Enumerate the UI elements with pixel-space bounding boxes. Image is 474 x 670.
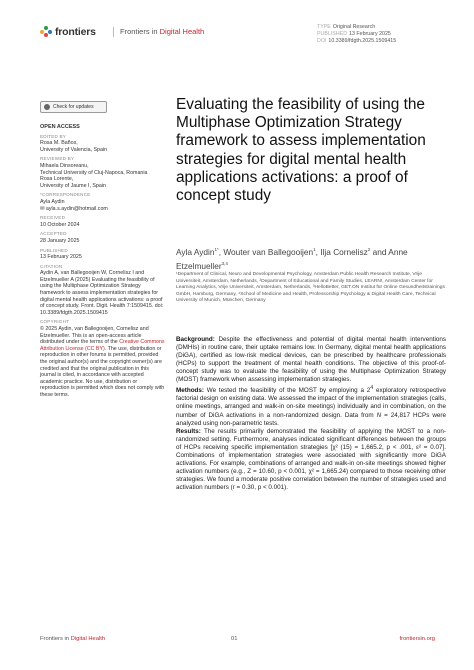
abstract-background bbox=[176, 336, 446, 384]
copyright-post: The use, distribution or reproduction in other forums is permitted, provided the original author(s) and the copyright owner(s) are credited and that the original publication in this journal is cited, in accordance with accepted academic practice. No use, distribution or reproduction is permitted which does not comply with these terms. bbox=[40, 345, 165, 398]
accepted-date: 28 January 2025 bbox=[40, 237, 80, 244]
author-sup: 1* bbox=[214, 247, 219, 252]
correspondence-name: Ayla Aydin bbox=[40, 198, 65, 205]
footer-site-link[interactable]: frontiersin.org bbox=[399, 636, 435, 642]
type-label: TYPE bbox=[317, 24, 331, 30]
page-number: 01 bbox=[231, 636, 238, 642]
methods-sup: 4 bbox=[370, 385, 374, 392]
abstract bbox=[176, 336, 446, 492]
methods-text-2: exploratory retrospective factorial design on existing data. We assessed the impact of the implementation strategies (calls, online meetings, arranged and walk-in on-site meetings) individually and in combination, on the number of DiGA activations in a non-randomized design. Data from bbox=[176, 387, 446, 419]
published-label: PUBLISHED bbox=[40, 247, 68, 253]
author-sup: 2 bbox=[367, 247, 371, 252]
open-access-label: OPEN ACCESS bbox=[40, 124, 80, 130]
journal-prefix: Frontiers in bbox=[120, 27, 158, 36]
author-list: Ayla Aydin$^{1*}$, Wouter van Ballegooijen$^1$, Ilja Cornelisz$^2$ and Anne Etzelmueller$^{3,4}$ bbox=[176, 246, 408, 271]
check-for-updates-button[interactable] bbox=[40, 101, 107, 113]
published-label: PUBLISHED bbox=[317, 31, 348, 37]
cc-license-link[interactable]: Creative Commons Attribution License (CC BY). bbox=[40, 339, 165, 352]
author-name: Wouter van Ballegooijen bbox=[223, 246, 314, 257]
reviewer-1-affiliation: Technical University of Cluj-Napoca, Romania bbox=[40, 169, 148, 176]
edited-by-label: EDITED BY bbox=[40, 133, 67, 139]
check-updates-label: Check for updates bbox=[53, 104, 94, 110]
article-meta bbox=[317, 24, 432, 45]
footer-journal-prefix: Frontiers in bbox=[40, 636, 69, 642]
copyright-label: COPYRIGHT bbox=[40, 319, 70, 325]
affiliations: ¹Department of Clinical, Neuro and Developmental Psychology, Amsterdam Public Health Research Institute, Vrije Universiteit, Amsterdam, Netherlands, ²Department of Educational and Family Studies, LEARN!, Amsterdam Center for Learning Analytics, Vrije Universiteit, Amsterdam, Netherlands, ³HelloBetter, GET.ON Institut für Online Gesundheitstrainings GmbH, Hamburg, Germany, ⁴School of Medicine and Health, Professorship Psychology & Digital Health Care, Technical University of Munich, München, Germany bbox=[176, 272, 445, 303]
refresh-icon bbox=[44, 104, 50, 110]
author-2[interactable] bbox=[223, 247, 315, 257]
page-header bbox=[40, 24, 440, 54]
correspondence-label: *CORRESPONDENCE bbox=[40, 192, 91, 198]
received-date: 10 October 2024 bbox=[40, 221, 80, 228]
accepted-label: ACCEPTED bbox=[40, 231, 67, 237]
reviewer-1-name: Mihaela Dinsoreanu, bbox=[40, 162, 89, 169]
citation-text: Aydin A, van Ballegooijen W, Cornelisz I and Etzelmueller A (2025) Evaluating the feasibility of using the Multiphase Optimization Strategy framework to assess implementation strategies for digital mental health applications activations: a proof of concept study. Front. Digit. Health 7:1509415. doi: 10.3389/fdgth.2025.1509415 bbox=[40, 270, 164, 316]
background-label: Background: bbox=[176, 336, 215, 343]
journal-name[interactable] bbox=[120, 27, 204, 36]
methods-n: N bbox=[376, 411, 382, 419]
footer-journal[interactable] bbox=[40, 636, 105, 642]
methods-text-1: We tested the feasibility of the MOST by employing a 2 bbox=[203, 387, 371, 395]
copyright-text bbox=[40, 326, 165, 399]
header-divider bbox=[113, 27, 114, 37]
author-name: Ilja Cornelisz bbox=[320, 246, 368, 257]
logo-text: frontiers bbox=[55, 26, 96, 38]
copyright-pre: © 2025 Aydin, van Ballegooijen, Cornelisz and Etzelmueller. This is an open-access article distributed under the terms of the bbox=[40, 326, 149, 346]
footer-journal-name: Digital Health bbox=[70, 636, 106, 642]
abstract-results bbox=[176, 428, 446, 492]
methods-label: Methods: bbox=[176, 387, 204, 395]
background-text: Despite the effectiveness and potential of digital mental health interventions (DMHIs) in routine care, their uptake remains low. In Germany, digital mental health applications (DiGA), certified as low-risk medical devices, can be prescribed by healthcare professionals (HCPs) to support the treatment of mental health conditions. The objective of this proof-of-concept study was to evaluate the feasibility of using the Multiphase Optimization Strategy (MOST) framework when assessing implementation strategies. bbox=[176, 336, 446, 384]
journal-title: Digital Health bbox=[159, 27, 205, 36]
published-value: 13 February 2025 bbox=[349, 31, 391, 37]
abstract-methods bbox=[176, 384, 446, 427]
author-sup: 1 bbox=[313, 247, 316, 252]
methods-text-3: = 24,817 HCPs were analyzed using non-parametric tests. bbox=[176, 411, 446, 427]
author-3[interactable] bbox=[320, 247, 370, 257]
article-title: Evaluating the feasibility of using the Multiphase Optimization Strategy framework to assess implementation strategies for digital mental health applications activations: a proof of concept study bbox=[176, 96, 426, 205]
author-name: Anne Etzelmueller bbox=[176, 246, 408, 271]
results-label: Results: bbox=[176, 427, 201, 435]
citation-label: CITATION bbox=[40, 263, 63, 269]
reviewed-by-label: REVIEWED BY bbox=[40, 156, 75, 162]
reviewer-2-name: Rosa Lorente, bbox=[40, 176, 74, 183]
frontiers-logo[interactable] bbox=[40, 26, 96, 38]
author-1[interactable] bbox=[176, 247, 219, 257]
editor-name: Rosa M. Baños, bbox=[40, 140, 78, 147]
doi-label: DOI bbox=[317, 38, 327, 44]
doi-value[interactable]: 10.3389/fdgth.2025.1509415 bbox=[328, 38, 397, 44]
editor-affiliation: University of Valencia, Spain bbox=[40, 146, 108, 153]
frontiers-logo-icon bbox=[40, 26, 52, 38]
reviewer-2-affiliation: University of Jaume I, Spain bbox=[40, 182, 106, 189]
sidebar-metadata bbox=[40, 124, 165, 399]
author-sup: 3,4 bbox=[221, 260, 228, 266]
published-date: 13 February 2025 bbox=[40, 254, 82, 261]
results-text: The results primarily demonstrated the feasibility of applying the MOST to a non-randomized setting. Furthermore, analyses indicated significant differences between the groups of HCPs receiving specific implementation strategies [χ² (15) = 1,665.2, p < .001, ε² = 0.07]. Combinations of implementation strategies were associated with significantly more DiGA activations. For example, combinations of arranged and walk-in on-site meetings showed higher activation numbers (e.g., Z = 10.60, p < 0.001, χ² = 1,665.24) compared to those receiving other strategies. We found a moderate positive correlation between the number of strategies used and activation numbers (r = 0.30, p < 0.001). bbox=[176, 427, 446, 491]
author-name: Ayla Aydin bbox=[176, 246, 215, 257]
received-label: RECEIVED bbox=[40, 215, 66, 221]
type-value: Original Research bbox=[332, 24, 376, 30]
correspondence-email[interactable]: ✉ ayla.s.aydin@hotmail.com bbox=[40, 205, 108, 212]
